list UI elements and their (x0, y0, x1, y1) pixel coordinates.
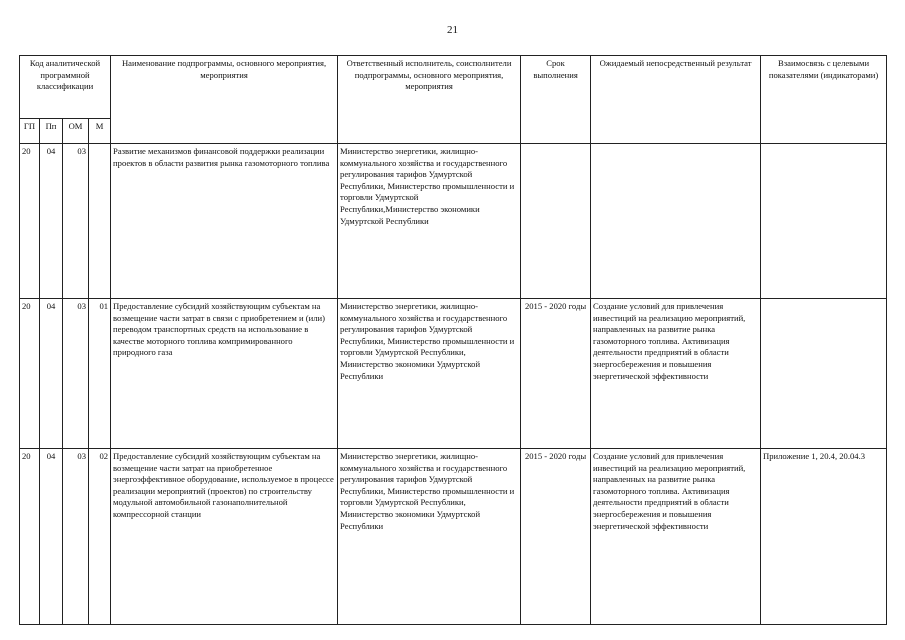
cell-m (89, 144, 111, 299)
header-pp: Пп (40, 119, 63, 144)
header-name: Наименование подпрограммы, основного мероприятия, мероприятия (111, 56, 338, 144)
header-relation: Взаимосвязь с целевыми показателями (индикаторами) (761, 56, 887, 144)
cell-result (591, 144, 761, 299)
cell-term (521, 144, 591, 299)
table-row (20, 449, 887, 625)
cell-gp: 20 (20, 449, 40, 625)
cell-om: 03 (63, 299, 89, 449)
header-responsible: Ответственный исполнитель, соисполнители подпрограммы, основного мероприятия, мероприятия (338, 56, 521, 144)
header-term: Срок выполнения (521, 56, 591, 144)
table-row (20, 299, 887, 449)
page-number: 21 (447, 24, 458, 36)
cell-relation (761, 299, 887, 449)
header-gp: ГП (20, 119, 40, 144)
cell-result: Создание условий для привлечения инвестиций на реализацию мероприятий, направленных на развитие рынка газомоторного топлива. Активизация деятельности предприятий в области энергосбережения и повышения энергетической эффективности (591, 449, 761, 625)
cell-gp: 20 (20, 144, 40, 299)
cell-pp: 04 (40, 449, 63, 625)
cell-term: 2015 - 2020 годы (521, 299, 591, 449)
cell-gp: 20 (20, 299, 40, 449)
cell-om: 03 (63, 144, 89, 299)
cell-term: 2015 - 2020 годы (521, 449, 591, 625)
cell-responsible: Министерство энергетики, жилищно-коммунального хозяйства и государственного регулирования тарифов Удмуртской Республики, Министерство промышленности и торговли Удмуртской Республики, Министерство экономики Удмуртской Республики (338, 299, 521, 449)
cell-m: 01 (89, 299, 111, 449)
cell-pp: 04 (40, 299, 63, 449)
cell-m: 02 (89, 449, 111, 625)
cell-responsible: Министерство энергетики, жилищно-коммунального хозяйства и государственного регулирования тарифов Удмуртской Республики, Министерство промышленности и торговли Удмуртской Республики,Министерство экономики Удмуртской Республики (338, 144, 521, 299)
cell-relation: Приложение 1, 20.4, 20.04.3 (761, 449, 887, 625)
cell-name: Развитие механизмов финансовой поддержки реализации проектов в области развития рынка газомоторного топлива (111, 144, 338, 299)
cell-om: 03 (63, 449, 89, 625)
program-table (19, 55, 887, 625)
cell-responsible: Министерство энергетики, жилищно-коммунального хозяйства и государственного регулирования тарифов Удмуртской Республики, Министерство промышленности и торговли Удмуртской Республики, Министерство экономики Удмуртской Республики (338, 449, 521, 625)
cell-result: Создание условий для привлечения инвестиций на реализацию мероприятий, направленных на развитие рынка газомоторного топлива. Активизация деятельности предприятий в области энергосбережения и повышения энергетической эффективности (591, 299, 761, 449)
header-m: М (89, 119, 111, 144)
cell-name: Предоставление субсидий хозяйствующим субъектам на возмещение части затрат на приобретенное энергоэффективное оборудование, используемое в процессе реализации мероприятий (проектов) по строительству модульной автомобильной газонаполнительной компрессорной станции (111, 449, 338, 625)
table-row (20, 144, 887, 299)
header-result: Ожидаемый непосредственный результат (591, 56, 761, 144)
header-om: ОМ (63, 119, 89, 144)
cell-pp: 04 (40, 144, 63, 299)
header-code-group: Код аналитической программной классификации (20, 56, 111, 119)
cell-name: Предоставление субсидий хозяйствующим субъектам на возмещение части затрат в связи с приобретением и (или) переводом транспортных средств на использование в качестве моторного топлива компримированного природного газа (111, 299, 338, 449)
cell-relation (761, 144, 887, 299)
header-row (20, 56, 887, 119)
